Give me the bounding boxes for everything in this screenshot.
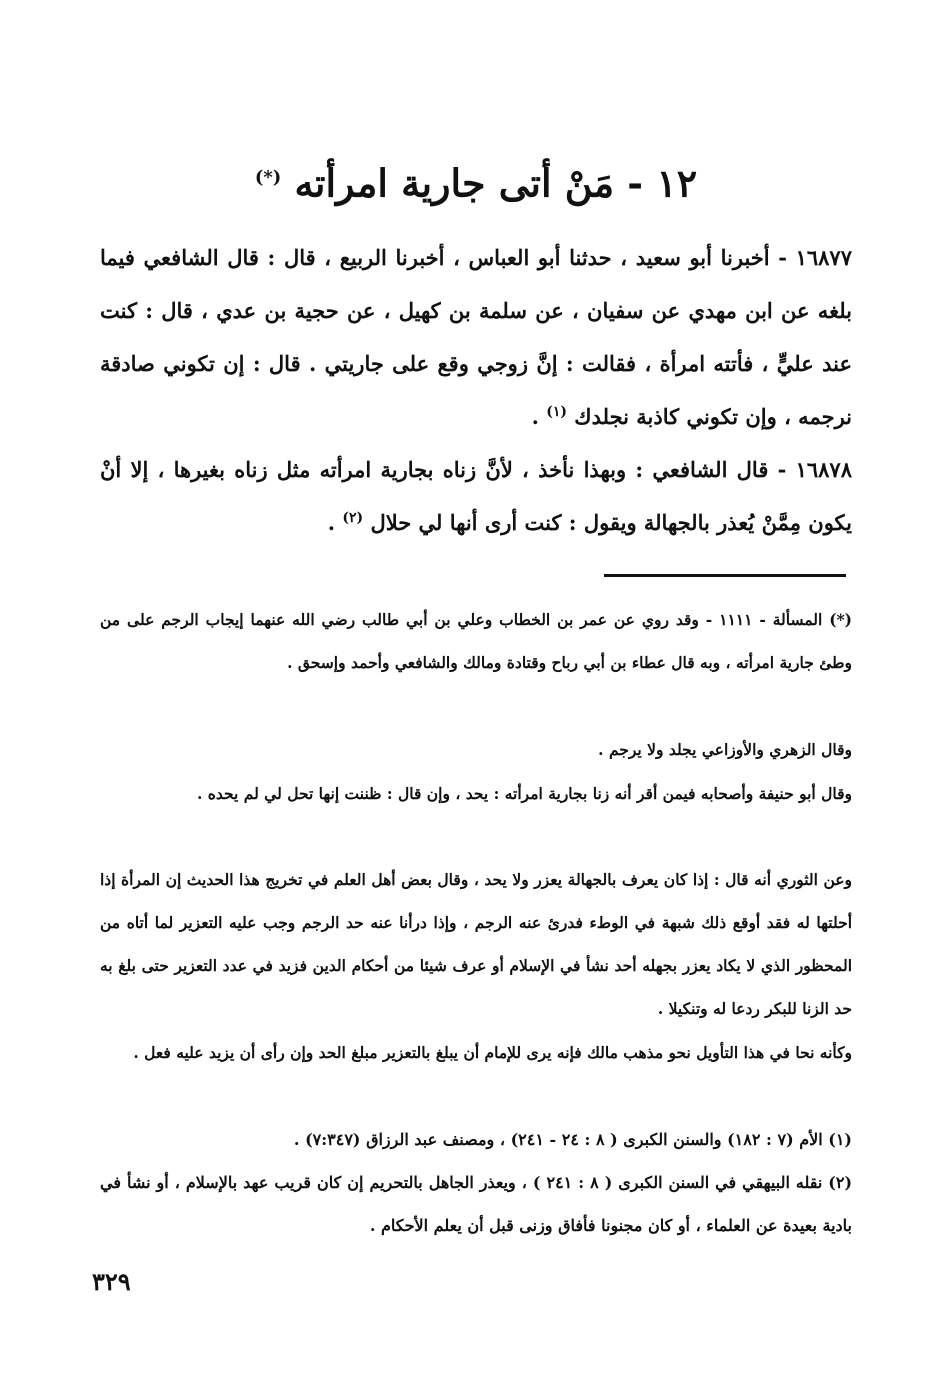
paragraph-end: .: [531, 404, 547, 429]
paragraph-text: ١٦٨٧٨ - قال الشافعي : وبهذا نأخذ ، لأنَّ زناه بجارية امرأته مثل زناه بغيرها ، إلا أنْ يكون مِمَّنْ يُعذر بالجهالة ويقول : كنت أرى أنها لي حلال: [100, 457, 852, 535]
footnote-star: (*) المسألة - ١١١١ - وقد روي عن عمر بن الخطاب وعلي بن أبي طالب رضي الله عنهما إيجاب الرجم على من وطئ جارية امرأته ، وبه قال عطاء بن أبي رباح وقتادة ومالك والشافعي وأحمد وإسحق .: [100, 610, 853, 672]
footnote-zuhri: وقال الزهري والأوزاعي يجلد ولا يرجم .: [598, 740, 852, 759]
page-number: ٣٢٩: [92, 1267, 131, 1296]
paragraph-text: ١٦٨٧٧ - أخبرنا أبو سعيد ، حدثنا أبو العباس ، أخبرنا الربيع ، قال : قال الشافعي فيما بلغه عن ابن مهدي عن سفيان ، عن سلمة بن كهيل ، عن حجية بن عدي ، قال : كنت عند عليٍّ ، فأتته امرأة ، فقالت : إنَّ زوجي وقع على جاريتي . قال : إن تكوني صادقة نرجمه ، وإن تكوني كاذبة نجلدك: [100, 245, 852, 429]
footnote-reference-1[interactable]: (١): [546, 404, 567, 420]
chapter-title-text: ١٢ - مَنْ أتى جارية امرأته: [294, 160, 698, 206]
chapter-title-marker: (*): [254, 167, 282, 188]
footnote-divider: [604, 574, 846, 577]
paragraph-end: .: [327, 510, 343, 535]
footnote-naha: وكأنه نحا في هذا التأويل نحو مذهب مالك فإنه يرى للإمام أن يبلغ بالتعزير مبلغ الحد وإن رأى أن يزيد عليه فعل .: [133, 1043, 852, 1062]
footnote-thawri: وعن الثوري أنه قال : إذا كان يعرف بالجهالة يعزر ولا يحد ، وقال بعض أهل العلم في تخريج هذا الحديث إن المرأة إذا أحلتها له فقد أوقع ذلك شبهة في الوطء فدرئ عنه الرجم ، وإذا درأنا عنه حد الرجم وجب عليه التعزير لما أتاه من المحظور الذي لا يكاد يعزر بجهله أحد نشأ في الإسلام أو عرف شيئا من أحكام الدين فزيد في عدد التعزير حتى بلغ به حد الزنا للبكر ردعا له وتنكيلا .: [100, 870, 852, 1018]
hadith-paragraph-16877: [100, 231, 852, 443]
footnote-2: (٢) نقله البيهقي في السنن الكبرى ( ٨ : ٢٤١ ) ، ويعذر الجاهل بالتحريم إن كان قريب عهد بالإسلام ، أو نشأ في بادية بعيدة عن العلماء ، أو كان مجنونا فأفاق وزنى قبل أن يعلم الأحكام .: [100, 1173, 853, 1235]
footnote-1: (١) الأم (٧ : ١٨٢) والسنن الكبرى ( ٨ : ٢٤ - ٢٤١) ، ومصنف عبد الرزاق (٧:٣٤٧) .: [293, 1130, 852, 1149]
footnote-reference-2[interactable]: (٢): [342, 510, 364, 526]
footnote-abu-hanifa: وقال أبو حنيفة وأصحابه فيمن أقر أنه زنا بجارية امرأته : يحد ، وإن قال : ظننت إنها تحل لي لم يحده .: [196, 784, 852, 803]
hadith-paragraph-16878: [100, 443, 852, 549]
chapter-title: [100, 148, 852, 214]
